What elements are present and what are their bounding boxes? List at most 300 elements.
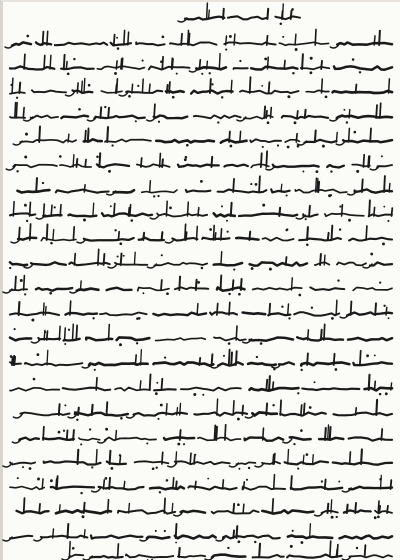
ink-stroke <box>178 165 219 167</box>
ink-dot <box>211 83 213 85</box>
ink-stroke <box>84 78 85 93</box>
ink-stroke <box>172 58 173 69</box>
ink-stroke <box>10 388 59 391</box>
ink-dot <box>136 342 138 344</box>
ink-dot <box>292 72 294 74</box>
ink-stroke <box>266 380 267 390</box>
ink-dot <box>153 195 155 197</box>
ink-stroke <box>243 504 244 513</box>
ink-stroke <box>141 158 142 167</box>
ink-dot <box>111 144 113 146</box>
text-line <box>11 224 392 246</box>
header-line <box>178 3 300 25</box>
ink-stroke <box>50 55 51 69</box>
ink-stroke <box>233 401 234 415</box>
ink-stroke <box>380 103 381 118</box>
ink-stroke <box>173 478 174 489</box>
ink-stroke <box>290 437 311 439</box>
ink-stroke <box>118 510 175 513</box>
ink-dot <box>80 492 82 494</box>
ink-dot <box>331 317 334 320</box>
ink-stroke <box>374 207 375 216</box>
ink-dot <box>54 206 56 208</box>
ink-dot <box>104 106 106 108</box>
ink-dot <box>80 443 82 445</box>
ink-stroke <box>68 414 77 418</box>
ink-stroke <box>53 230 54 240</box>
ink-dot <box>68 329 70 331</box>
ink-stroke <box>242 406 243 416</box>
ink-stroke <box>118 232 119 240</box>
ink-stroke <box>205 556 214 560</box>
ink-stroke <box>231 80 232 93</box>
ink-stroke <box>267 36 268 45</box>
ink-stroke <box>87 117 96 121</box>
ink-stroke <box>162 232 163 240</box>
ink-stroke <box>308 330 309 340</box>
ink-dot <box>50 479 53 482</box>
ink-stroke <box>348 338 392 341</box>
ink-dot <box>59 155 62 158</box>
ink-stroke <box>327 165 344 167</box>
ink-dot <box>382 242 385 245</box>
ink-stroke <box>334 66 392 69</box>
ink-dot <box>374 516 377 519</box>
ink-stroke <box>301 67 330 70</box>
ink-dot <box>157 195 159 197</box>
text-line <box>3 524 392 544</box>
ink-dot <box>33 378 36 381</box>
text-line <box>12 425 392 446</box>
ink-dot <box>63 430 65 432</box>
ink-stroke <box>266 111 267 118</box>
ink-stroke <box>370 262 392 265</box>
ink-stroke <box>255 463 264 467</box>
ink-dot <box>269 268 272 271</box>
ink-stroke <box>19 438 39 441</box>
ink-stroke <box>118 544 119 557</box>
ink-dot <box>201 73 203 75</box>
ink-stroke <box>332 226 333 240</box>
ink-dot <box>22 466 24 468</box>
ink-stroke <box>342 488 351 492</box>
ink-dot <box>135 120 137 122</box>
ink-dot <box>288 317 290 319</box>
ink-stroke <box>340 314 349 318</box>
ink-stroke <box>10 338 31 341</box>
ink-stroke <box>100 313 147 316</box>
ink-stroke <box>310 524 311 538</box>
ink-stroke <box>213 225 214 240</box>
ink-dot <box>337 279 339 281</box>
text-line <box>13 399 392 421</box>
ink-stroke <box>392 208 393 216</box>
ink-stroke <box>370 166 379 170</box>
ink-stroke <box>274 475 275 489</box>
ink-stroke <box>275 16 300 19</box>
ink-dot <box>49 292 52 295</box>
ink-dot <box>166 292 169 295</box>
ink-dot <box>89 428 91 430</box>
ink-stroke <box>306 90 329 92</box>
ink-stroke <box>19 83 20 93</box>
ink-stroke <box>307 227 308 240</box>
ink-stroke <box>99 153 100 167</box>
ink-dot <box>42 182 44 184</box>
text-line <box>10 374 392 396</box>
ink-stroke <box>321 330 322 340</box>
text-line <box>5 29 392 51</box>
ink-stroke <box>263 238 294 241</box>
ink-dot <box>311 307 313 309</box>
ink-stroke <box>69 215 97 217</box>
ink-stroke <box>267 9 268 19</box>
ink-stroke <box>325 480 326 489</box>
ink-stroke <box>240 131 241 142</box>
ink-stroke <box>231 203 232 216</box>
ink-dot <box>238 293 241 296</box>
text-line <box>9 249 392 270</box>
ink-stroke <box>225 425 226 440</box>
ink-stroke <box>214 337 246 340</box>
text-line <box>10 300 392 321</box>
ink-stroke <box>73 90 93 93</box>
ink-stroke <box>228 16 268 19</box>
ink-dot <box>297 468 299 470</box>
ink-stroke <box>313 455 314 464</box>
ink-stroke <box>180 430 181 440</box>
ink-dot <box>108 170 111 173</box>
ink-stroke <box>315 262 330 265</box>
ink-stroke <box>301 405 302 415</box>
ink-stroke <box>84 530 85 538</box>
ink-dot <box>152 467 155 470</box>
ink-dot <box>262 146 264 148</box>
ink-stroke <box>74 254 75 265</box>
ink-stroke <box>355 503 356 513</box>
ink-stroke <box>84 238 134 241</box>
ink-stroke <box>280 400 281 415</box>
ink-stroke <box>229 463 238 467</box>
ink-stroke <box>31 339 40 343</box>
ink-dot <box>339 206 341 208</box>
ink-stroke <box>285 140 299 142</box>
ink-stroke <box>101 91 122 93</box>
ink-dot <box>377 516 380 519</box>
ink-dot <box>223 355 225 357</box>
ink-stroke <box>164 498 165 513</box>
ink-stroke <box>325 214 364 217</box>
ink-dot <box>10 84 12 86</box>
ink-stroke <box>233 530 234 538</box>
ink-stroke <box>124 30 125 45</box>
ink-dot <box>381 155 383 157</box>
ink-stroke <box>250 388 299 391</box>
ink-stroke <box>216 537 225 541</box>
ink-dot <box>238 540 241 543</box>
ink-dot <box>330 170 332 172</box>
ink-dot <box>379 478 382 481</box>
ink-dot <box>94 369 96 371</box>
ink-stroke <box>25 363 83 366</box>
ink-dot <box>110 467 113 470</box>
ink-stroke <box>51 205 52 216</box>
ink-stroke <box>135 461 169 463</box>
ink-stroke <box>281 184 282 192</box>
ink-stroke <box>160 154 161 168</box>
ink-stroke <box>79 438 100 440</box>
ink-stroke <box>362 180 363 193</box>
ink-dot <box>255 183 258 186</box>
ink-dot <box>290 545 293 548</box>
ink-stroke <box>266 404 267 416</box>
ink-dot <box>277 144 279 146</box>
ink-stroke <box>259 176 260 192</box>
ink-dot <box>343 109 345 111</box>
ink-dot <box>169 207 172 210</box>
ink-stroke <box>154 116 188 119</box>
ink-stroke <box>320 254 321 265</box>
ink-stroke <box>13 141 22 145</box>
ink-stroke <box>243 487 286 490</box>
ink-stroke <box>315 512 324 516</box>
ink-stroke <box>84 139 102 141</box>
ink-stroke <box>234 34 235 45</box>
ink-dot <box>248 467 250 469</box>
ink-stroke <box>23 108 24 118</box>
ink-stroke <box>166 404 167 415</box>
ink-dot <box>114 72 117 75</box>
ink-stroke <box>56 190 109 193</box>
ink-stroke <box>10 66 54 69</box>
ink-stroke <box>304 140 336 143</box>
ink-stroke <box>84 185 85 192</box>
ink-stroke <box>386 307 387 315</box>
ink-stroke <box>107 402 108 415</box>
text-line <box>10 324 392 346</box>
ink-stroke <box>3 537 12 541</box>
ink-stroke <box>176 524 177 538</box>
ink-stroke <box>24 54 25 69</box>
ink-stroke <box>64 339 80 341</box>
ink-stroke <box>316 178 317 192</box>
ink-stroke <box>189 33 190 45</box>
ink-stroke <box>105 139 151 142</box>
ink-dot <box>346 121 348 123</box>
ink-stroke <box>12 357 13 365</box>
text-line <box>62 541 392 560</box>
ink-stroke <box>76 325 77 340</box>
ink-stroke <box>121 59 122 69</box>
ink-dot <box>185 156 188 159</box>
ink-stroke <box>336 133 337 143</box>
ink-stroke <box>82 81 83 93</box>
ink-stroke <box>279 208 280 216</box>
ink-stroke <box>349 128 350 142</box>
ink-dot <box>88 84 91 87</box>
ink-stroke <box>194 115 241 118</box>
ink-stroke <box>88 131 89 142</box>
ink-dot <box>110 205 112 207</box>
ink-stroke <box>287 555 342 558</box>
ink-dot <box>302 171 304 173</box>
ink-stroke <box>20 413 69 416</box>
ink-stroke <box>109 478 110 489</box>
ink-dot <box>331 516 334 519</box>
ink-stroke <box>283 4 284 19</box>
ink-stroke <box>64 55 65 69</box>
ink-stroke <box>179 548 180 557</box>
text-line <box>6 151 392 173</box>
ink-stroke <box>297 111 298 118</box>
ink-dot <box>383 305 385 307</box>
ink-stroke <box>10 262 27 265</box>
ink-stroke <box>153 313 206 316</box>
ink-stroke <box>36 178 37 192</box>
ink-stroke <box>212 510 259 513</box>
ink-dot <box>14 328 16 330</box>
ink-dot <box>352 58 355 61</box>
ink-stroke <box>77 239 86 243</box>
ink-stroke <box>83 556 92 560</box>
ink-stroke <box>370 128 371 142</box>
ink-stroke <box>186 190 211 192</box>
ink-dot <box>348 219 351 222</box>
ink-stroke <box>350 452 351 464</box>
ink-stroke <box>215 233 216 240</box>
ink-dot <box>237 418 240 421</box>
ink-stroke <box>126 555 173 558</box>
ink-stroke <box>244 115 273 118</box>
ink-stroke <box>379 31 380 45</box>
ink-stroke <box>391 480 392 489</box>
ink-stroke <box>10 313 59 316</box>
ink-stroke <box>269 376 270 390</box>
ink-stroke <box>98 249 99 265</box>
ink-stroke <box>185 17 224 20</box>
ink-stroke <box>120 456 121 464</box>
ink-dot <box>105 477 108 480</box>
ink-stroke <box>244 482 245 489</box>
ink-stroke <box>36 215 45 219</box>
ink-dot <box>239 60 241 62</box>
ink-stroke <box>18 190 50 192</box>
ink-dot <box>238 468 240 470</box>
ink-stroke <box>215 425 216 440</box>
ink-dot <box>67 72 70 75</box>
ink-stroke <box>18 238 36 240</box>
ink-stroke <box>349 238 392 241</box>
ink-dot <box>356 170 359 173</box>
ink-stroke <box>295 34 296 45</box>
ink-stroke <box>138 288 169 291</box>
ink-dot <box>193 393 196 396</box>
ink-stroke <box>259 544 260 557</box>
ink-stroke <box>268 57 269 69</box>
ink-stroke <box>92 405 93 415</box>
ink-dot <box>314 381 316 383</box>
ink-dot <box>287 146 290 149</box>
ink-stroke <box>336 141 345 145</box>
ink-stroke <box>73 155 74 167</box>
ink-dot <box>96 155 99 158</box>
ink-stroke <box>263 428 264 440</box>
ink-stroke <box>197 226 198 240</box>
ink-stroke <box>241 279 242 290</box>
ink-dot <box>354 131 357 134</box>
ink-stroke <box>165 239 174 243</box>
ink-stroke <box>172 504 173 513</box>
ink-dot <box>338 481 340 483</box>
ink-stroke <box>198 438 241 441</box>
ink-stroke <box>310 287 344 290</box>
ink-dot <box>281 306 283 308</box>
ink-stroke <box>10 487 44 490</box>
ink-dot <box>136 317 139 320</box>
ink-stroke <box>17 511 49 514</box>
ink-stroke <box>342 205 343 216</box>
ink-stroke <box>361 449 362 464</box>
ink-stroke <box>216 427 217 440</box>
ink-stroke <box>6 166 15 170</box>
ink-stroke <box>253 555 284 558</box>
ink-dot <box>73 58 75 60</box>
ink-dot <box>156 382 158 384</box>
ink-stroke <box>180 404 181 416</box>
ink-stroke <box>194 455 195 464</box>
ink-stroke <box>130 205 131 216</box>
ink-stroke <box>349 438 392 441</box>
ink-stroke <box>176 452 177 464</box>
ink-stroke <box>233 280 234 290</box>
ink-dot <box>221 96 223 98</box>
ink-stroke <box>212 555 245 558</box>
ink-stroke <box>376 400 377 415</box>
ink-stroke <box>233 504 234 513</box>
ink-stroke <box>136 42 164 45</box>
ink-stroke <box>236 462 255 464</box>
ink-stroke <box>162 57 163 69</box>
ink-stroke <box>196 280 197 290</box>
ink-stroke <box>315 131 316 143</box>
ink-stroke <box>31 262 66 265</box>
ink-dot <box>78 108 81 111</box>
ink-stroke <box>231 353 232 366</box>
ink-dot <box>16 170 18 172</box>
ink-stroke <box>378 501 379 513</box>
ink-stroke <box>250 139 281 142</box>
ink-stroke <box>170 42 217 45</box>
ink-dot <box>273 368 275 370</box>
ink-stroke <box>70 301 71 315</box>
ink-dot <box>82 515 85 518</box>
ink-dot <box>50 242 53 245</box>
ink-stroke <box>330 44 339 48</box>
ink-dot <box>309 406 312 409</box>
ink-stroke <box>162 159 163 167</box>
ink-stroke <box>325 428 326 440</box>
ink-stroke <box>13 202 14 216</box>
ink-stroke <box>194 412 247 415</box>
ink-stroke <box>273 165 319 167</box>
ink-stroke <box>39 504 40 513</box>
ink-stroke <box>330 541 331 557</box>
ink-stroke <box>209 10 210 19</box>
ink-stroke <box>13 414 22 418</box>
ink-stroke <box>108 500 109 513</box>
text-line <box>10 54 392 76</box>
ink-dot <box>156 467 158 469</box>
